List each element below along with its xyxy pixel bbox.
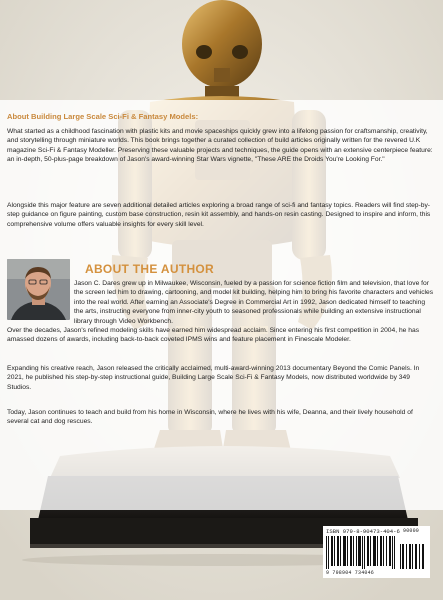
author-bio-paragraph-2: Over the decades, Jason's refined modeling skills have earned him widespread acclaim. Since entering his first competition in 2004, he has amassed dozens of awards, including back-to-back coveted IPMS wins and feature placement in Finescale Modeler. [7, 327, 420, 344]
barcode-digits: 9 798904 734046 [326, 570, 375, 576]
isbn-number: ISBN 979-8-90473-404-6 [326, 528, 400, 535]
author-bio-paragraph-3: Expanding his creative reach, Jason released the critically acclaimed, multi-award-winning 2013 documentary Beyond the Comic Panels. In 2021, he published his step-by-step instructional guide, Building Large Scale Sci-Fi & Fantasy Models, now distributed worldwide by 349 Studios. [7, 365, 420, 391]
about-the-author-heading: ABOUT THE AUTHOR [85, 262, 215, 276]
isbn-barcode [323, 526, 430, 578]
barcode-bars-graphic [326, 536, 427, 569]
author-photo [7, 259, 70, 320]
author-bio-paragraph-4: Today, Jason continues to teach and build from his home in Wisconsin, where he lives with his wife, Deanna, and their lively household of several cat and dog rescues. [7, 409, 413, 426]
book-description-paragraph-1: What started as a childhood fascination with plastic kits and movie spaceships quickly grew into a lifelong passion for craftsmanship, creativity, and storytelling through miniature worlds. This book brings together a curated collection of build articles originally written for the revered U.K magazine Sci-Fi & Fantasy Modeller. Preserving these valuable projects and techniques, the guide opens with an extensive centerpiece feature: an in-depth, 50-plus-page breakdown of Jason's award-winning Star Wars vignette, "These ARE the Droids You're Looking For." [7, 128, 433, 164]
book-description-paragraph-2: Alongside this major feature are seven additional detailed articles exploring a broad range of sci-fi and fantasy topics. Readers will find step-by-step guidance on figure painting, custom base construction, resin kit assembly, and hands-on resin casting. Designed to inspire and inform, this comprehensive volume offers valuable insights for every skill level. [7, 202, 431, 228]
barcode-price-code: 90000 [403, 528, 420, 534]
author-bio-paragraph-1: Jason C. Dares grew up in Milwaukee, Wisconsin, fueled by a passion for science fiction film and television, that love for the screen led him to drawing, cartooning, and model kit building, helping him to bring his favorite characters and vehicles into the real world. After earning an Associate's Degree in Commercial Art in 1992, Jason dedicated himself to teaching the arts, instructing everyone from inner-city youth to seasoned professionals while building an extensive instructional library through Video Workbench. [74, 280, 434, 325]
author-portrait-image [7, 259, 70, 320]
book-description-heading: About Building Large Scale Sci-Fi & Fantasy Models: [7, 112, 199, 121]
